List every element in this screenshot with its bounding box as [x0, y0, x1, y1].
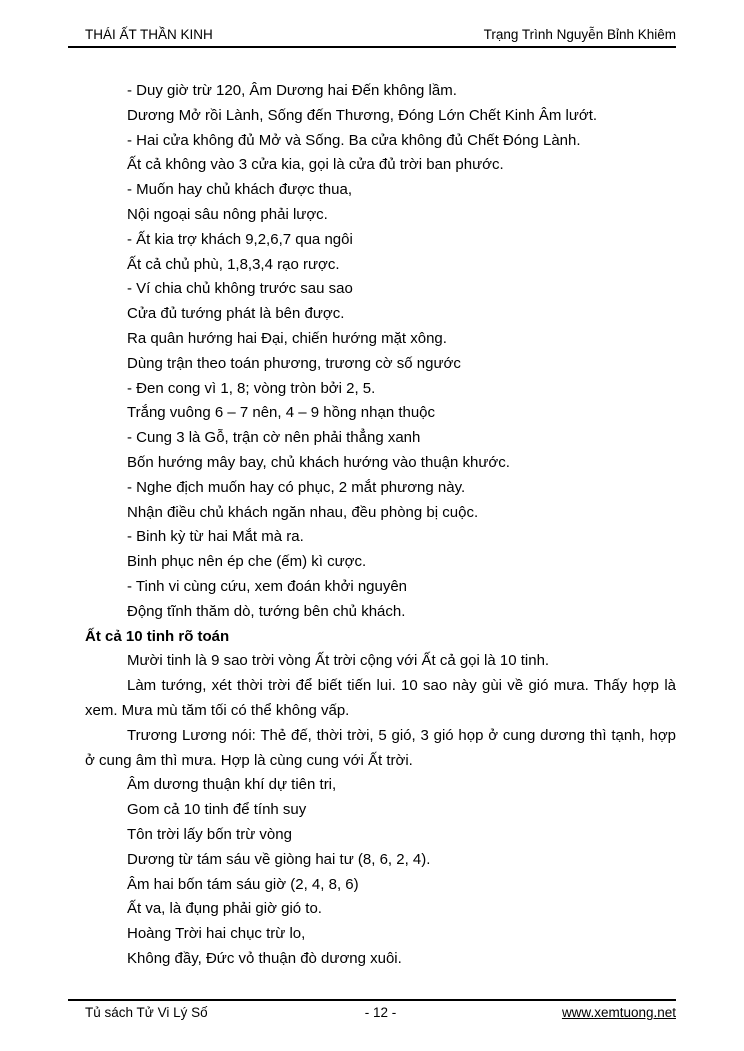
verse-line: Ất cả không vào 3 cửa kia, gọi là cửa đủ trời ban phước.: [127, 156, 504, 174]
verse-line: Trắng vuông 6 – 7 nên, 4 – 9 hồng nhạn thuộc: [127, 404, 436, 422]
verse-line: Cửa đủ tướng phát là bên được.: [127, 305, 345, 323]
verse-line: Động tĩnh thăm dò, tướng bên chủ khách.: [127, 602, 406, 620]
verse-line: Âm hai bốn tám sáu giờ (2, 4, 8, 6): [127, 875, 359, 893]
page-header: [85, 27, 676, 43]
footer-page-number: - 12 -: [364, 1005, 397, 1020]
verse-line: - Nghe địch muốn hay có phục, 2 mắt phương này.: [127, 478, 466, 496]
verse-line: Bốn hướng mây bay, chủ khách hướng vào thuận khước.: [127, 453, 510, 471]
paragraph: Làm tướng, xét thời trời để biết tiến lui. 10 sao này gùi về gió mưa. Thấy hợp là xem. Mưa mù tăm tối có thể không vấp.: [85, 677, 676, 719]
verse-line: - Ất kia trợ khách 9,2,6,7 qua ngôi: [127, 230, 353, 248]
verse-line: Không đầy, Đức vỏ thuận đò dương xuôi.: [127, 949, 402, 967]
verse-line: Mười tinh là 9 sao trời vòng Ất trời cộng với Ất cả gọi là 10 tinh.: [127, 652, 550, 670]
verse-line: - Tinh vi cùng cứu, xem đoán khởi nguyên: [127, 577, 408, 595]
footer-website-link[interactable]: www.xemtuong.net: [561, 1005, 676, 1020]
footer-rule: [68, 999, 676, 1001]
verse-line: - Đen cong vì 1, 8; vòng tròn bởi 2, 5.: [127, 379, 376, 397]
verse-line: Binh phục nên ép che (ếm) kì cược.: [127, 553, 367, 571]
verse-line: Dương từ tám sáu về giòng hai tư (8, 6, 2, 4).: [127, 850, 431, 868]
verse-line: - Cung 3 là Gỗ, trận cờ nên phải thẳng xanh: [127, 429, 421, 447]
verse-line: - Ví chia chủ không trước sau sao: [127, 280, 353, 298]
header-book-title: THÁI ẤT THẦN KINH: [85, 27, 213, 42]
verse-line: Dùng trận theo toán phương, trương cờ số ngước: [127, 354, 461, 372]
paragraph: Trương Lương nói: Thẻ đế, thời trời, 5 gió, 3 gió họp ở cung dương thì tạnh, hợp ở cung âm thì mưa. Hợp là cùng cung với Ất trời.: [85, 726, 676, 769]
verse-line: Nhận điều chủ khách ngăn nhau, đều phòng bị cuộc.: [127, 503, 479, 521]
verse-line: Ất va, là đụng phải giờ gió to.: [127, 900, 322, 918]
verse-line: - Hai cửa không đủ Mở và Sống. Ba cửa không đủ Chết Đóng Lành.: [127, 131, 581, 149]
header-author: Trạng Trình Nguyễn Bỉnh Khiêm: [483, 27, 676, 42]
verse-line: - Duy giờ trừ 120, Âm Dương hai Đến không lầm.: [127, 82, 457, 99]
verse-line: Dương Mở rồi Lành, Sống đến Thương, Đóng Lớn Chết Kinh Âm lướt.: [127, 106, 598, 124]
verse-line: Hoàng Trời hai chục trừ lo,: [127, 925, 306, 943]
verse-line: Ất cả chủ phù, 1,8,3,4 rạo rược.: [127, 255, 340, 273]
verse-line: Âm dương thuận khí dự tiên tri,: [127, 776, 337, 794]
footer-series-title: Tủ sách Tử Vi Lý Số: [85, 1005, 208, 1020]
verse-line: Ra quân hướng hai Đại, chiến hướng mặt xông.: [127, 329, 447, 347]
header-rule: [68, 46, 676, 48]
verse-line: Nội ngoại sâu nông phải lược.: [127, 205, 328, 223]
verse-line: - Binh kỳ từ hai Mắt mà ra.: [127, 528, 304, 546]
section-heading: Ất cả 10 tinh rõ toán: [85, 627, 230, 645]
page-footer: [85, 1005, 676, 1021]
page-body: [85, 79, 676, 972]
verse-line: - Muốn hay chủ khách được thua,: [127, 181, 352, 199]
verse-line: Tôn trời lấy bốn trừ vòng: [127, 825, 292, 843]
verse-line: Gom cả 10 tinh để tính suy: [127, 801, 307, 819]
